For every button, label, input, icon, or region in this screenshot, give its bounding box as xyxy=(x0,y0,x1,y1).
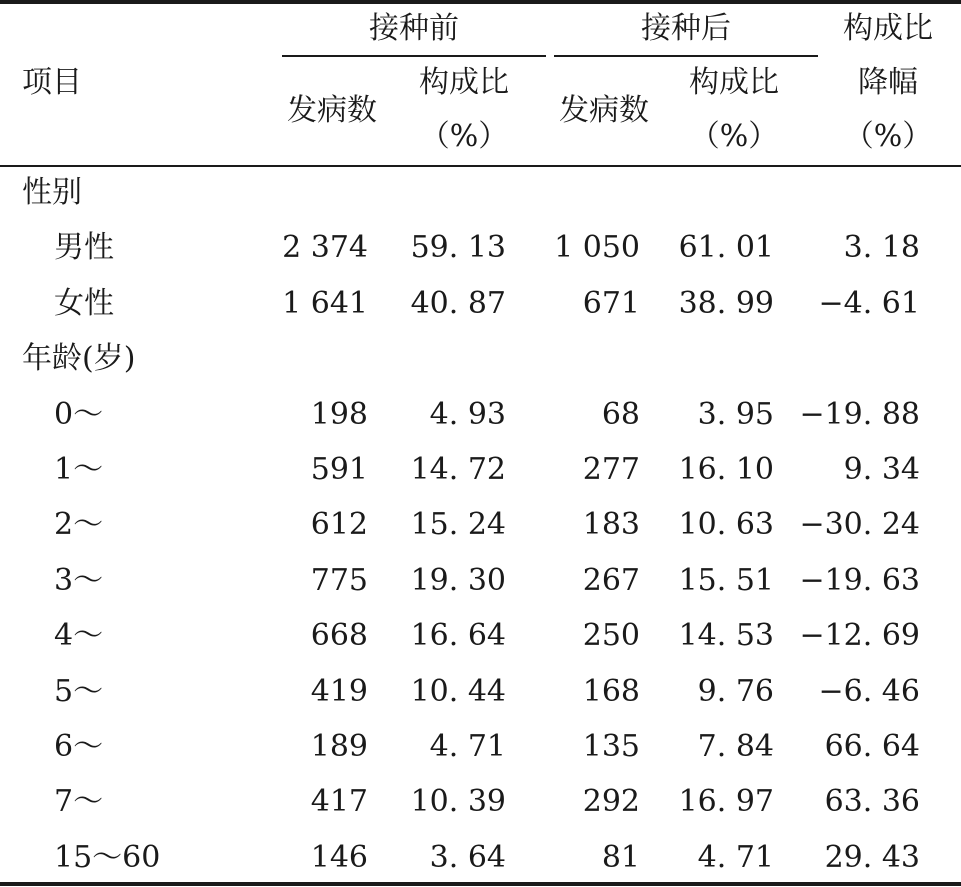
cell-decline: −19. 63 xyxy=(799,562,920,598)
row-label: 0～ xyxy=(54,396,104,432)
cell-after-ratio: 38. 99 xyxy=(678,285,774,321)
cell-after-cases: 292 xyxy=(582,784,640,820)
cell-before-ratio: 10. 44 xyxy=(410,673,506,709)
header-after-ratio-line1: 构成比 xyxy=(689,65,779,100)
header-before-cases: 发病数 xyxy=(287,93,377,128)
cell-before-ratio: 4. 71 xyxy=(429,729,506,764)
cell-before-cases: 417 xyxy=(310,784,368,820)
cell-decline: −4. 61 xyxy=(818,285,920,321)
cell-after-ratio: 16. 97 xyxy=(678,784,774,820)
cell-decline: 9. 34 xyxy=(843,452,920,487)
header-before-ratio-line2: （%） xyxy=(419,119,509,154)
cell-before-ratio: 15. 24 xyxy=(410,507,506,543)
cell-after-cases: 183 xyxy=(582,507,640,543)
header-group-after: 接种后 xyxy=(641,11,731,46)
cell-before-cases: 591 xyxy=(310,452,368,487)
cell-after-cases: 135 xyxy=(582,729,640,764)
group-before-rule xyxy=(282,55,546,57)
cell-after-ratio: 9. 76 xyxy=(697,673,774,709)
cell-after-ratio: 7. 84 xyxy=(697,729,774,764)
row-label: 1～ xyxy=(54,452,104,487)
cell-before-cases: 189 xyxy=(310,729,368,764)
cell-before-cases: 419 xyxy=(310,673,368,709)
header-after-ratio-line2: （%） xyxy=(689,119,779,154)
top-rule xyxy=(0,0,961,4)
cell-decline: 66. 64 xyxy=(824,729,920,764)
cell-before-ratio: 40. 87 xyxy=(410,285,506,321)
cell-decline: −6. 46 xyxy=(818,673,920,709)
cell-after-cases: 671 xyxy=(582,285,640,321)
row-label: 6～ xyxy=(54,729,104,764)
header-decline-line3: （%） xyxy=(843,119,933,154)
row-label: 7～ xyxy=(54,784,104,820)
cell-before-cases: 775 xyxy=(310,562,368,598)
row-label: 男性 xyxy=(54,230,114,266)
cell-after-cases: 1 050 xyxy=(554,230,640,266)
cell-after-ratio: 61. 01 xyxy=(678,230,774,266)
cell-after-cases: 277 xyxy=(582,452,640,487)
cell-after-ratio: 14. 53 xyxy=(678,618,774,654)
cell-after-cases: 68 xyxy=(601,396,640,432)
header-decline-line1: 构成比 xyxy=(843,11,933,46)
cell-after-cases: 168 xyxy=(582,673,640,709)
cell-after-cases: 81 xyxy=(601,839,640,875)
header-after-cases: 发病数 xyxy=(559,93,649,128)
cell-decline: 63. 36 xyxy=(824,784,920,820)
cell-before-cases: 198 xyxy=(310,396,368,432)
cell-before-ratio: 14. 72 xyxy=(410,452,506,487)
cell-decline: −12. 69 xyxy=(799,618,920,654)
cell-before-cases: 146 xyxy=(310,839,368,875)
cell-decline: −30. 24 xyxy=(799,507,920,543)
row-label: 2～ xyxy=(54,507,104,543)
section-label: 年龄(岁) xyxy=(22,341,136,377)
cell-before-cases: 668 xyxy=(310,618,368,654)
header-decline-line2: 降幅 xyxy=(858,65,918,100)
cell-after-ratio: 15. 51 xyxy=(678,562,774,598)
section-label: 性别 xyxy=(22,175,82,210)
header-bottom-rule xyxy=(0,165,961,167)
header-before-ratio-line1: 构成比 xyxy=(419,65,509,100)
cell-before-ratio: 3. 64 xyxy=(429,839,506,875)
cell-after-ratio: 10. 63 xyxy=(678,507,774,543)
row-label: 5～ xyxy=(54,673,104,709)
bottom-rule xyxy=(0,882,961,886)
cell-before-cases: 612 xyxy=(310,507,368,543)
cell-after-cases: 267 xyxy=(582,562,640,598)
cell-decline: 29. 43 xyxy=(824,839,920,875)
header-group-before: 接种前 xyxy=(369,11,459,46)
group-after-rule xyxy=(554,55,818,57)
row-label: 3～ xyxy=(54,562,104,598)
row-label: 15～60 xyxy=(54,839,161,875)
cell-after-ratio: 3. 95 xyxy=(697,396,774,432)
cell-before-ratio: 59. 13 xyxy=(410,230,506,266)
cell-before-ratio: 16. 64 xyxy=(410,618,506,654)
cell-before-cases: 1 641 xyxy=(282,285,368,321)
row-label: 女性 xyxy=(54,285,114,321)
cell-before-ratio: 4. 93 xyxy=(429,396,506,432)
cell-decline: −19. 88 xyxy=(799,396,920,432)
cell-before-ratio: 19. 30 xyxy=(410,562,506,598)
cell-before-cases: 2 374 xyxy=(282,230,368,266)
row-label: 4～ xyxy=(54,618,104,654)
cell-after-cases: 250 xyxy=(582,618,640,654)
header-item: 项目 xyxy=(22,65,82,100)
cell-decline: 3. 18 xyxy=(843,230,920,266)
cell-after-ratio: 16. 10 xyxy=(678,452,774,487)
cell-after-ratio: 4. 71 xyxy=(697,839,774,875)
cell-before-ratio: 10. 39 xyxy=(410,784,506,820)
